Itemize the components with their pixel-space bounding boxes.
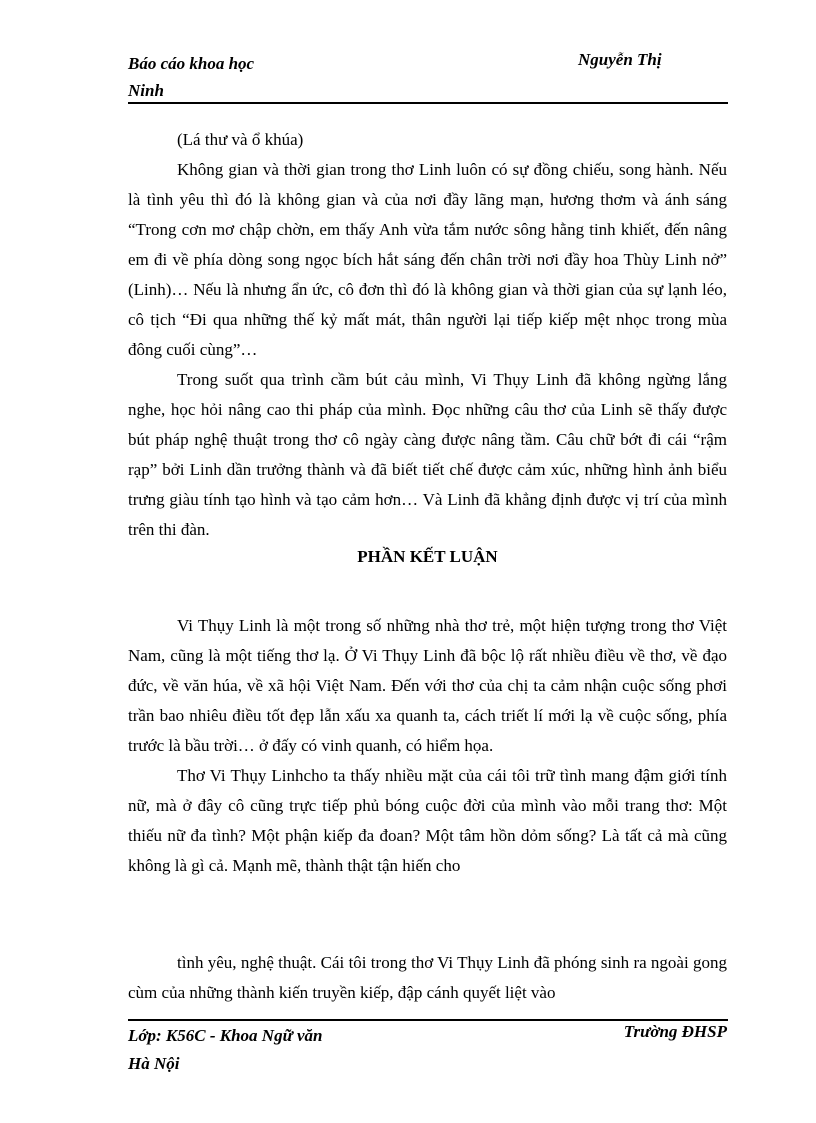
footer-left [128,1022,323,1078]
footer-rule [128,1019,728,1021]
paragraph-1: Không gian và thời gian trong thơ Linh luôn có sự đồng chiếu, song hành. Nếu là tình yêu thì đó là không gian và của nơi đầy lãng mạn, hương thơm và ánh sáng “Trong cơn mơ chập chờn, em thấy Anh vừa tắm nước sông hằng tinh khiết, đến nâng em đi về phía dòng song ngọc bích hắt sáng đến chân trời nơi đầy hoa Thùy Linh nở” (Linh)… Nếu là nhưng ẩn ức, cô đơn thì đó là không gian và thời gian của sự lạnh léo, cô tịch “Đi qua những thế kỷ mất mát, thân người lại tiếp kiếp mệt nhọc trong mùa đông cuối cùng”… [128,160,727,359]
footer-school: Trường ĐHSP [623,1022,727,1041]
footer-class: Lớp: K56C - Khoa Ngữ văn [128,1026,323,1045]
body-section-1 [128,125,727,545]
footer-city: Hà Nội [128,1054,180,1073]
header-author: Nguyễn Thị [578,50,662,69]
body-section-2 [128,611,727,881]
header-title-continued: Ninh [128,81,164,100]
paragraph-5: tình yêu, nghệ thuật. Cái tôi trong thơ Vi Thụy Linh đã phóng sinh ra ngoài gong cùm của những thành kiến truyền kiếp, đập cánh quyết liệt vào [128,953,727,1002]
paragraph-4: Thơ Vi Thụy Linhcho ta thấy nhiều mặt của cái tôi trữ tình mang đậm giới tính nữ, mà ở đây cô cũng trực tiếp phủ bóng cuộc đời của mình vào mỗi trang thơ: Một thiếu nữ đa tình? Một phận kiếp đa đoan? Một tâm hồn dỏm sống? Là tất cả mà cũng không là gì cả. Mạnh mẽ, thành thật tận hiến cho [128,766,727,875]
header-left [128,50,254,104]
section-heading: PHẦN KẾT LUẬN [357,547,498,566]
caption: (Lá thư và ổ khúa) [177,130,304,149]
header-rule [128,102,728,104]
paragraph-3: Vi Thụy Linh là một trong số những nhà thơ trẻ, một hiện tượng trong thơ Việt Nam, cũng là một tiếng thơ lạ. Ở Vi Thụy Linh đã bộc lộ rất nhiều điều về thơ, về đạo đức, về văn húa, về xã hội Việt Nam. Đến với thơ của chị ta cảm nhận cuộc sống phơi trần bao nhiêu điều tốt đẹp lẫn xấu xa quanh ta, cách triết lí mới lạ về cuộc sống, phía trước là bầu trời… ở đấy có vinh quanh, có hiểm họa. [128,616,727,755]
paragraph-2: Trong suốt qua trình cầm bút cảu mình, Vi Thụy Linh đã không ngừng lắng nghe, học hỏi nâng cao thi pháp của mình. Đọc những câu thơ của Linh sẽ thấy được bút pháp nghệ thuật trong thơ cô ngày càng được nâng tầm. Câu chữ bớt đi cái “rậm rạp” bởi Linh dần trưởng thành và đã biết tiết chế được cảm xúc, những hình ảnh biểu trưng giàu tính tạo hình và tạo cảm hơn… Và Linh đã khẳng định được vị trí của mình trên thi đàn. [128,370,727,539]
header-title: Báo cáo khoa học [128,54,255,73]
body-section-3 [128,948,727,1008]
